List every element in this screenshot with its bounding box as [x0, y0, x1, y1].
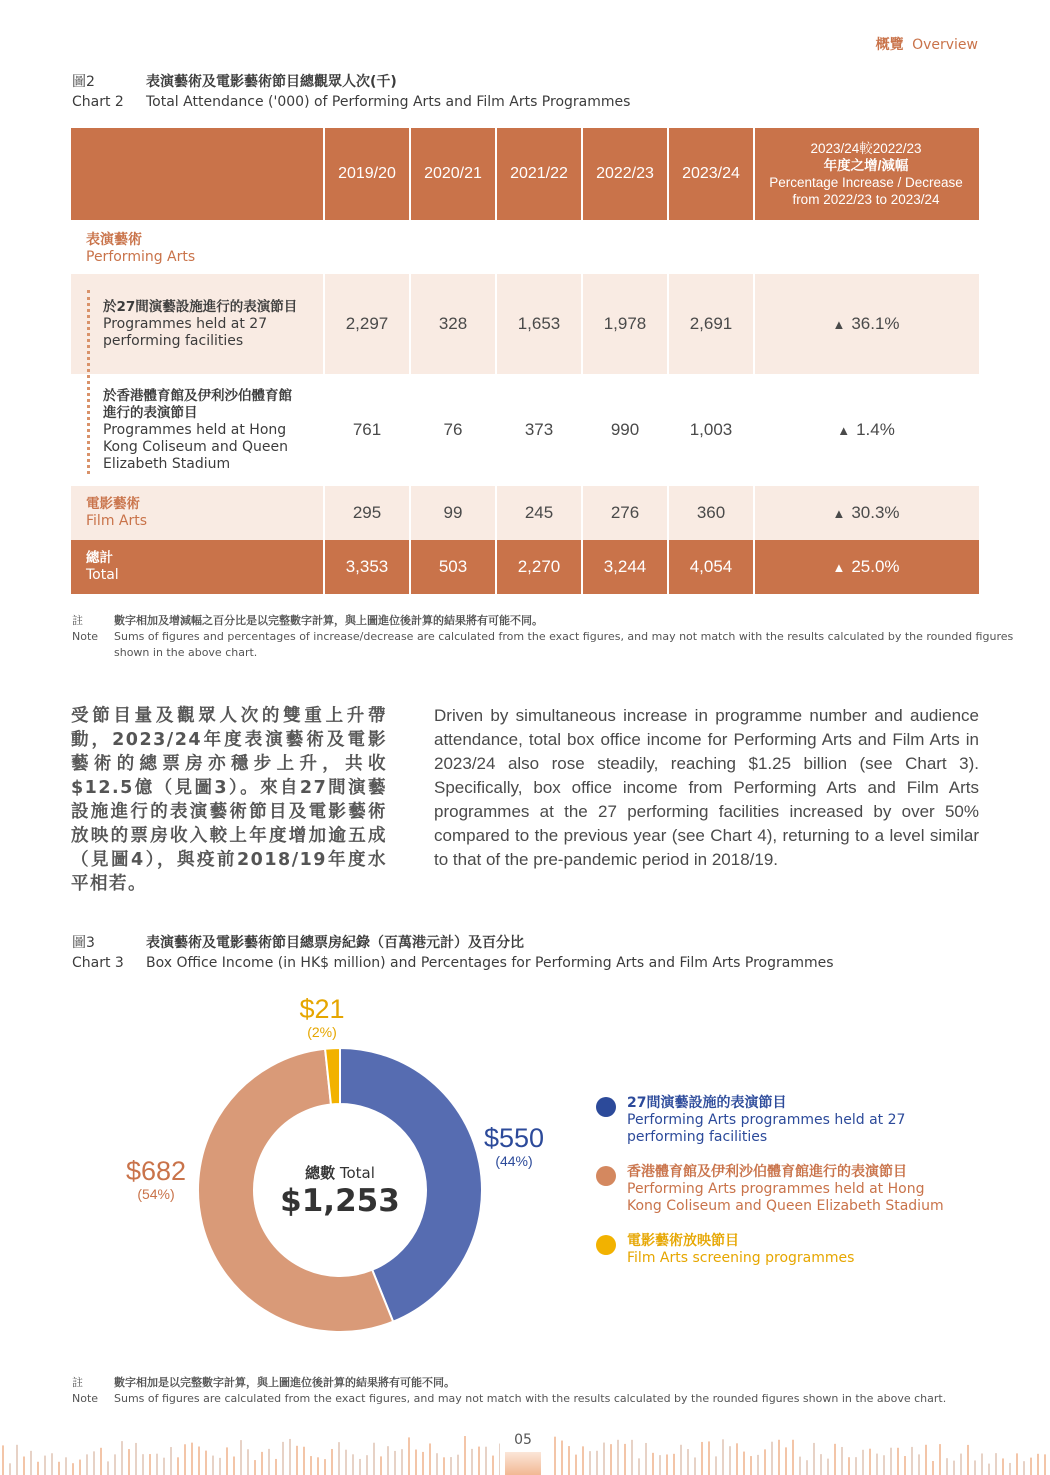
stripe [198, 1446, 200, 1475]
stripe [275, 1459, 277, 1475]
stripe [135, 1443, 137, 1475]
table-cell: 1,003 [667, 374, 753, 486]
stripe [722, 1439, 724, 1475]
stripe [638, 1458, 640, 1475]
stripe [485, 1447, 487, 1475]
table-cell: 2,270 [495, 540, 581, 594]
body-paragraph-en: Driven by simultaneous increase in programme number and audience attendance, total box office income for Performing Arts and Film Arts in 2023/24 also rose steadily, reaching $1.25 billion (see Chart 3). Specifically, box office income from Performing Arts and Film Arts programmes at the 27 performing facilities increased by over 50% compared to the previous year (see Chart 4), returning to a level similar to that of the pre-pandemic period in 2018/19. [434, 706, 979, 869]
stripe [114, 1454, 116, 1475]
stripe [219, 1458, 221, 1475]
slice-pct-coliseum: (54%) [137, 1186, 175, 1202]
chart2-title-zh: 表演藝術及電影藝術節目總觀眾人次(千) [146, 74, 397, 90]
stripe [568, 1446, 570, 1475]
stripe [1037, 1454, 1039, 1475]
stripe [694, 1457, 696, 1475]
attendance-table [71, 128, 979, 594]
stripe [58, 1462, 60, 1475]
row-label-en: Film Arts [86, 513, 148, 529]
col-header: 2020/21 [409, 128, 495, 220]
note-label-zh: 註 [72, 1376, 83, 1389]
col-header: 2019/20 [323, 128, 409, 220]
stripe [806, 1460, 808, 1475]
table-cell: 245 [495, 486, 581, 540]
callout-film [282, 994, 362, 1040]
pct-header-line: 年度之增/減幅 [823, 158, 909, 173]
note-text-zh: 數字相加及增減幅之百分比是以完整數字計算，與上圖進位後計算的結果將有可能不同。 [114, 614, 543, 627]
chart3-note [72, 1375, 946, 1407]
stripe [499, 1444, 500, 1475]
section-performing-arts [71, 220, 979, 274]
stripe [30, 1451, 32, 1475]
stripe [862, 1450, 864, 1475]
stripe [596, 1451, 598, 1475]
stripe [471, 1449, 473, 1475]
row-label-en: performing facilities [103, 332, 244, 349]
stripe [240, 1440, 242, 1475]
table-row [71, 374, 979, 486]
table-header-row [71, 128, 979, 220]
stripe [820, 1454, 822, 1475]
stripe [687, 1449, 689, 1475]
legend-item [596, 1164, 944, 1215]
table-cell: 76 [409, 374, 495, 486]
stripe [743, 1452, 745, 1475]
stripe [464, 1436, 466, 1475]
stripe [701, 1442, 703, 1475]
pct-value: 36.1% [851, 314, 900, 333]
stripe [352, 1454, 354, 1475]
stripe [729, 1446, 731, 1475]
chart2-note [72, 613, 1013, 661]
table-cell: 1,978 [581, 274, 667, 374]
stripe [848, 1457, 850, 1475]
stripe [212, 1456, 214, 1475]
table-cell: 990 [581, 374, 667, 486]
slice-pct-film: (2%) [307, 1024, 337, 1040]
stripe [429, 1443, 431, 1475]
page-number: 05 [514, 1432, 532, 1448]
stripe [946, 1458, 948, 1475]
stripe [205, 1451, 207, 1475]
pct-value: 1.4% [856, 420, 895, 439]
stripe [869, 1449, 871, 1475]
table-row-film [71, 486, 979, 540]
stripe [603, 1443, 605, 1475]
table-cell: 3,353 [323, 540, 409, 594]
legend-label-zh: 香港體育館及伊利沙伯體育館進行的表演節目 [627, 1164, 907, 1180]
stripe [652, 1453, 654, 1475]
stripe [1009, 1463, 1011, 1475]
stripe [575, 1455, 577, 1475]
pct-header-line: Percentage Increase / Decrease [769, 175, 963, 190]
pct-header-line: from 2022/23 to 2023/24 [792, 192, 940, 207]
row-label-en: Kong Coliseum and Queen [103, 438, 289, 455]
stripe [401, 1449, 403, 1475]
stripe [750, 1456, 752, 1475]
pct-cell [753, 540, 977, 594]
stripe [373, 1443, 375, 1475]
stripe [939, 1444, 941, 1475]
stripe [9, 1463, 11, 1475]
stripe [72, 1463, 74, 1475]
body-paragraph-zh: 受節目量及觀眾人次的雙重上升帶動，2023/24年度表演藝術及電影藝術的總票房亦穩步上升，共收$12.5億（見圖3）。來自27間演藝設施進行的表演藝術節目及電影藝術放映的票房收入較上年度增加逾五成（見圖4），與疫前2018/19年度水平相若。 [71, 706, 387, 894]
legend-label-en: Performing Arts programmes held at 27 [627, 1112, 906, 1128]
stripe [855, 1457, 857, 1475]
stripe [1002, 1458, 1004, 1475]
chart3-caption [72, 933, 834, 973]
stripe [303, 1447, 305, 1475]
stripe [778, 1440, 780, 1475]
note-label-en: Note [72, 630, 99, 643]
donut-center-label [280, 1162, 400, 1219]
stripe [582, 1446, 584, 1475]
stripe [960, 1454, 962, 1475]
table-cell: 276 [581, 486, 667, 540]
table-cell: 503 [409, 540, 495, 594]
stripe [610, 1444, 612, 1475]
stripe [645, 1443, 647, 1475]
up-arrow-icon: ▲ [832, 316, 846, 332]
chart3-title-en: Box Office Income (in HK$ million) and Percentages for Performing Arts and Film Arts Programmes [146, 955, 834, 971]
stripe [792, 1440, 794, 1475]
stripe [736, 1443, 738, 1475]
decorative-stripes-right [552, 1432, 1050, 1475]
table-header-blank [71, 128, 323, 220]
center-label-en: Total [339, 1164, 375, 1182]
stripe [932, 1461, 934, 1475]
stripe [156, 1454, 158, 1475]
table-cell: 373 [495, 374, 581, 486]
stripe [100, 1448, 102, 1475]
stripe [925, 1445, 927, 1475]
legend-label-zh: 電影藝術放映節目 [627, 1233, 739, 1249]
stripe [883, 1455, 885, 1475]
stripe [624, 1444, 626, 1475]
legend-label-en: Kong Coliseum and Queen Elizabeth Stadium [627, 1198, 944, 1214]
stripe [561, 1441, 563, 1475]
stripe [1044, 1454, 1046, 1475]
chart3-label-en: Chart 3 [72, 955, 124, 971]
stripe [715, 1456, 717, 1475]
stripe [841, 1447, 843, 1475]
legend-label-en: Film Arts screening programmes [627, 1250, 855, 1266]
stripe [436, 1453, 438, 1475]
stripe [191, 1443, 193, 1475]
stripe [492, 1456, 494, 1475]
stripe [282, 1442, 284, 1475]
stripe [415, 1450, 417, 1475]
stripe [478, 1447, 480, 1475]
stripe [163, 1458, 165, 1475]
table-cell: 2,691 [667, 274, 753, 374]
stripe [813, 1443, 815, 1475]
stripe [673, 1454, 675, 1475]
stripe [785, 1447, 787, 1475]
stripe [897, 1448, 899, 1475]
table-cell: 360 [667, 486, 753, 540]
stripe [834, 1444, 836, 1475]
stripe [128, 1449, 130, 1475]
center-label-zh: 總數 [305, 1164, 336, 1182]
stripe [345, 1450, 347, 1475]
stripe [771, 1442, 773, 1475]
stripe [764, 1449, 766, 1475]
stripe [261, 1452, 263, 1475]
chart2-label-en: Chart 2 [72, 94, 124, 110]
table-cell: 761 [323, 374, 409, 486]
stripe [16, 1445, 18, 1475]
stripe [680, 1445, 682, 1475]
legend-dot-blue-icon [596, 1097, 616, 1117]
table-cell: 2,297 [323, 274, 409, 374]
pct-col-header [753, 128, 977, 220]
stripe [666, 1454, 668, 1475]
stripe [981, 1453, 983, 1475]
stripe [918, 1454, 920, 1475]
pct-cell [753, 486, 977, 540]
row-label [71, 540, 323, 594]
stripe [366, 1455, 368, 1475]
stripe [387, 1446, 389, 1475]
note-text-zh: 數字相加是以完整數字計算，與上圖進位後計算的結果將有可能不同。 [114, 1376, 455, 1389]
stripe [93, 1451, 95, 1475]
stripe [359, 1459, 361, 1475]
chart3-label-zh: 圖3 [72, 935, 95, 951]
stripe [37, 1462, 39, 1475]
stripe [121, 1441, 123, 1475]
stripe [631, 1440, 633, 1475]
stripe [380, 1456, 382, 1475]
chart3-title-zh: 表演藝術及電影藝術節目總票房紀錄（百萬港元計）及百分比 [146, 935, 524, 951]
stripe [338, 1442, 340, 1475]
row-label-zh: 總計 [86, 550, 113, 566]
legend-label-zh: 27間演藝設施的表演節目 [627, 1095, 787, 1111]
row-label [71, 374, 323, 486]
stripe [177, 1457, 179, 1475]
stripe [659, 1455, 661, 1475]
stripe [296, 1446, 298, 1475]
pct-value: 30.3% [851, 503, 900, 522]
legend-item [596, 1095, 944, 1146]
row-label-zh: 電影藝術 [86, 496, 140, 512]
stripe [988, 1464, 990, 1475]
legend-label-en: performing facilities [627, 1129, 768, 1145]
stripe [953, 1461, 955, 1475]
stripe [233, 1457, 235, 1475]
stripe [79, 1460, 81, 1475]
stripe [799, 1457, 801, 1475]
stripe [890, 1448, 892, 1475]
row-label [71, 486, 323, 540]
stripe [457, 1455, 459, 1475]
note-text-en: Sums of figures are calculated from the exact figures, and may not match with the results calculated by the rounded figures shown in the above chart. [114, 1392, 947, 1405]
chart2-caption [72, 72, 630, 112]
stripe [247, 1449, 249, 1475]
up-arrow-icon: ▲ [832, 559, 846, 575]
table-row [71, 274, 979, 374]
section-header-en: Overview [912, 37, 978, 53]
row-label-zh: 於香港體育館及伊利沙伯體育館 [103, 387, 292, 404]
stripe [617, 1440, 619, 1475]
dotted-connector [87, 290, 90, 474]
stripe [268, 1449, 270, 1475]
center-total-value: $1,253 [280, 1183, 400, 1219]
row-label-en: Elizabeth Stadium [103, 455, 231, 472]
stripe [450, 1457, 452, 1475]
stripe [331, 1449, 333, 1475]
stripe [995, 1453, 997, 1475]
legend-item [596, 1233, 944, 1267]
stripe [310, 1456, 312, 1475]
stripe [1030, 1458, 1032, 1475]
up-arrow-icon: ▲ [832, 505, 846, 521]
callout-coliseum [114, 1156, 198, 1202]
stripe [2, 1445, 4, 1475]
stripe [589, 1451, 591, 1475]
stripe [554, 1437, 556, 1475]
chart2-label-zh: 圖2 [72, 74, 95, 90]
stripe [1023, 1461, 1025, 1475]
stripe [142, 1454, 144, 1475]
stripe [1016, 1453, 1018, 1475]
stripe [254, 1460, 256, 1475]
table-cell: 3,244 [581, 540, 667, 594]
stripe [757, 1455, 759, 1475]
pct-value: 25.0% [851, 557, 900, 576]
table-cell: 295 [323, 486, 409, 540]
section-header [876, 34, 978, 54]
up-arrow-icon: ▲ [837, 422, 851, 438]
pct-cell [753, 374, 977, 486]
stripe [184, 1444, 186, 1475]
section-pa-zh: 表演藝術 [86, 232, 142, 248]
page-tab [505, 1452, 541, 1475]
section-pa-en: Performing Arts [86, 249, 196, 265]
stripe [422, 1452, 424, 1475]
stripe [394, 1451, 396, 1475]
stripe [317, 1457, 319, 1475]
stripe [86, 1454, 88, 1475]
stripe [708, 1441, 710, 1475]
slice-label-film: $21 [299, 994, 345, 1024]
stripe [974, 1460, 976, 1475]
note-label-zh: 註 [72, 614, 83, 627]
col-header: 2022/23 [581, 128, 667, 220]
note-label-en: Note [72, 1392, 99, 1405]
stripe [170, 1447, 172, 1475]
row-label-en: Total [86, 567, 119, 583]
table-cell: 4,054 [667, 540, 753, 594]
chart3-legend [596, 1095, 944, 1285]
row-label-zh: 進行的表演節目 [103, 404, 198, 421]
note-text-en: shown in the above chart. [114, 646, 258, 659]
row-label-en: Programmes held at Hong [103, 421, 287, 438]
stripe [65, 1457, 67, 1475]
slice-label-coliseum: $682 [125, 1156, 187, 1186]
stripe [51, 1453, 53, 1475]
section-header-zh: 概覽 [875, 37, 904, 53]
row-label [71, 274, 323, 374]
pct-header-line: 2023/24較2022/23 [810, 141, 922, 156]
legend-label-en: Performing Arts programmes held at Hong [627, 1181, 925, 1197]
pct-cell [753, 274, 977, 374]
stripe [226, 1447, 228, 1475]
decorative-stripes-left [0, 1432, 500, 1475]
slice-pct-pa27: (44%) [495, 1153, 533, 1169]
row-label-zh: 於27間演藝設施進行的表演節目 [103, 298, 298, 315]
stripe [827, 1459, 829, 1475]
col-header: 2023/24 [667, 128, 753, 220]
stripe [107, 1461, 109, 1475]
note-text-en: Sums of figures and percentages of increase/decrease are calculated from the exact figures, and may not match with the results calculated by the rounded figures [114, 630, 1014, 643]
legend-dot-yellow-icon [596, 1235, 616, 1255]
stripe [443, 1457, 445, 1475]
legend-dot-orange-icon [596, 1166, 616, 1186]
stripe [44, 1456, 46, 1475]
stripe [149, 1454, 151, 1475]
stripe [324, 1459, 326, 1475]
stripe [408, 1437, 410, 1475]
stripe [904, 1456, 906, 1475]
row-label-en: Programmes held at 27 [103, 315, 268, 332]
chart2-title-en: Total Attendance ('000) of Performing Arts and Film Arts Programmes [146, 94, 631, 110]
stripe [23, 1457, 25, 1475]
slice-label-pa27: $550 [483, 1123, 545, 1153]
table-cell: 1,653 [495, 274, 581, 374]
table-cell: 99 [409, 486, 495, 540]
table-row-total [71, 540, 979, 594]
stripe [967, 1445, 969, 1475]
stripe [911, 1447, 913, 1475]
col-header: 2021/22 [495, 128, 581, 220]
stripe [289, 1439, 291, 1475]
table-cell: 328 [409, 274, 495, 374]
callout-pa27 [472, 1123, 556, 1169]
stripe [876, 1454, 878, 1475]
